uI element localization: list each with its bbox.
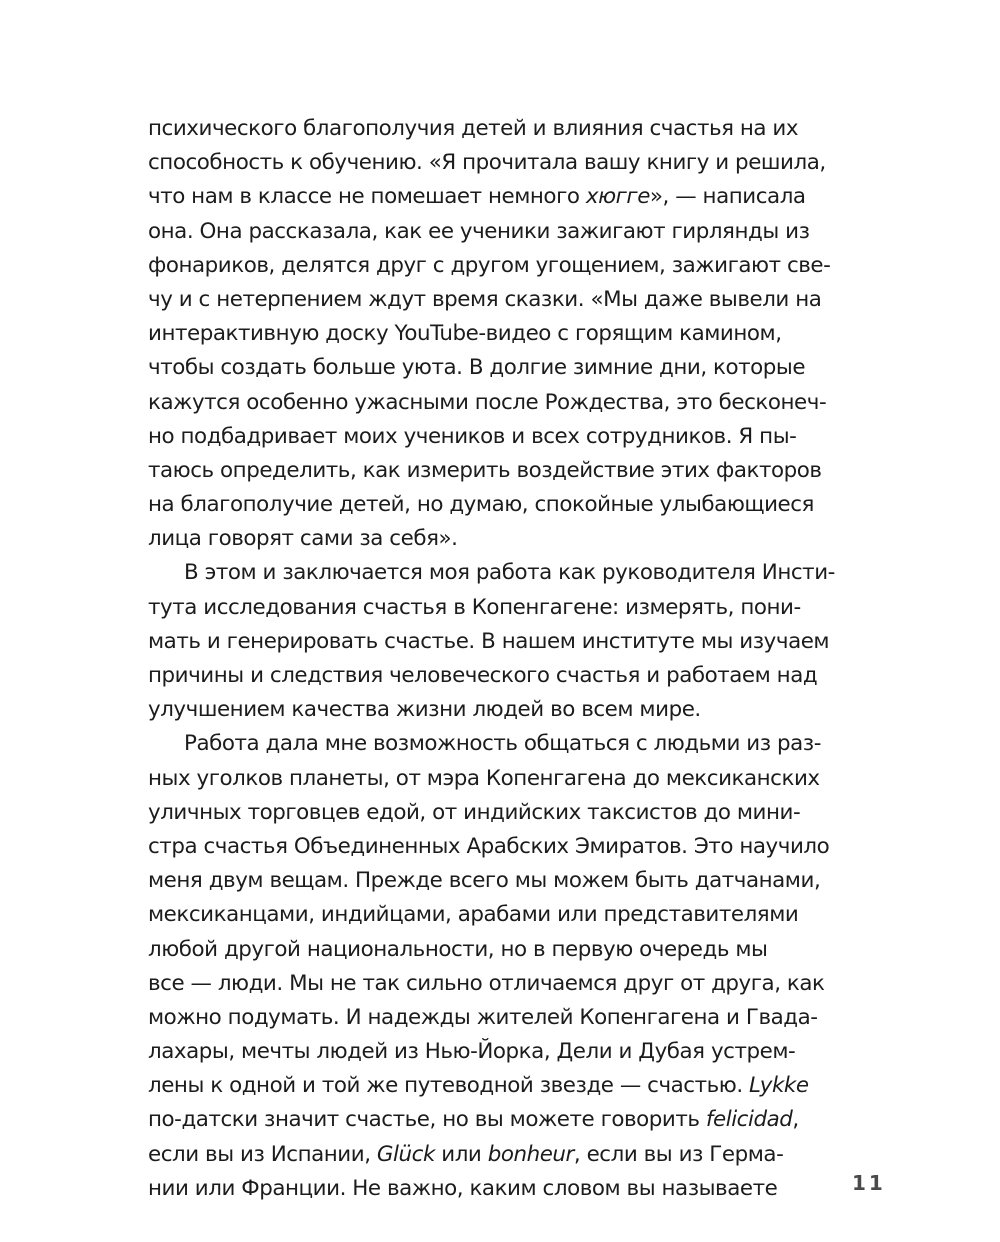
text-line: интерактивную доску YouTube-видео с горящим камином,	[148, 321, 782, 347]
text-line: что нам в классе не помешает немного хюгге», — написала	[148, 184, 806, 210]
text-line: уличных торговцев едой, от индийских таксистов до мини-	[148, 799, 801, 825]
text-line: способность к обучению. «Я прочитала вашу книгу и решила,	[148, 150, 826, 176]
text-line: на благополучие детей, но думаю, спокойные улыбающиеся	[148, 492, 814, 518]
italic-term: хюгге	[585, 184, 650, 210]
text-line: чу и с нетерпением ждут время сказки. «Мы даже вывели на	[148, 286, 822, 312]
text-line: но подбадривает моих учеников и всех сотрудников. Я пы-	[148, 423, 797, 449]
text-line: кажутся особенно ужасными после Рождества, это бесконеч-	[148, 389, 827, 415]
text-line: меня двум вещам. Прежде всего мы можем быть датчанами,	[148, 868, 821, 894]
text-line: можно подумать. И надежды жителей Копенгагена и Гвада-	[148, 1004, 818, 1030]
text-line: по-датски значит счастье, но вы можете говорить felicidad,	[148, 1107, 799, 1133]
paragraph-first-line: Работа дала мне возможность общаться с людьми из раз-	[184, 731, 821, 757]
text-line: любой другой национальности, но в первую очередь мы	[148, 936, 768, 962]
italic-term: felicidad	[705, 1107, 793, 1133]
text-line: ных уголков планеты, от мэра Копенгагена до мексиканских	[148, 765, 820, 791]
text-line: улучшением качества жизни людей во всем мире.	[148, 697, 701, 723]
page-number: 11	[852, 1171, 886, 1195]
text-line: мексиканцами, индийцами, арабами или представителями	[148, 902, 799, 928]
text-line: мать и генерировать счастье. В нашем институте мы изучаем	[148, 628, 830, 654]
italic-term: Glück	[376, 1141, 435, 1167]
text-line: таюсь определить, как измерить воздействие этих факторов	[148, 457, 822, 483]
text-line: стра счастья Объединенных Арабских Эмиратов. Это научило	[148, 833, 830, 859]
text-line: чтобы создать больше уюта. В долгие зимние дни, которые	[148, 355, 806, 381]
text-line: нии или Франции. Не важно, каким словом вы называете	[148, 1175, 778, 1201]
text-line: причины и следствия человеческого счастья и работаем над	[148, 663, 818, 688]
text-line: все — люди. Мы не так сильно отличаемся друг от друга, как	[148, 970, 825, 996]
text-line: лены к одной и той же путеводной звезде — счастью. Lykke	[148, 1073, 809, 1099]
text-line: она. Она рассказала, как ее ученики зажигают гирлянды из	[148, 218, 810, 244]
paragraph-first-line: В этом и заключается моя работа как руководителя Инсти-	[184, 560, 835, 586]
text-line: если вы из Испании, Glück или bonheur, если вы из Герма-	[148, 1141, 784, 1167]
text-line: лица говорят сами за себя».	[148, 526, 458, 552]
text-line: фонариков, делятся друг с другом угощением, зажигают све-	[148, 252, 831, 278]
italic-term: Lykke	[749, 1073, 809, 1099]
text-line: тута исследования счастья в Копенгагене: измерять, пони-	[148, 594, 801, 620]
text-line: лахары, мечты людей из Нью-Йорка, Дели и Дубая устрем-	[148, 1039, 796, 1065]
text-line: психического благополучия детей и влияния счастья на их	[148, 116, 799, 141]
italic-term: bonheur	[487, 1141, 574, 1167]
body-text	[148, 112, 868, 1206]
